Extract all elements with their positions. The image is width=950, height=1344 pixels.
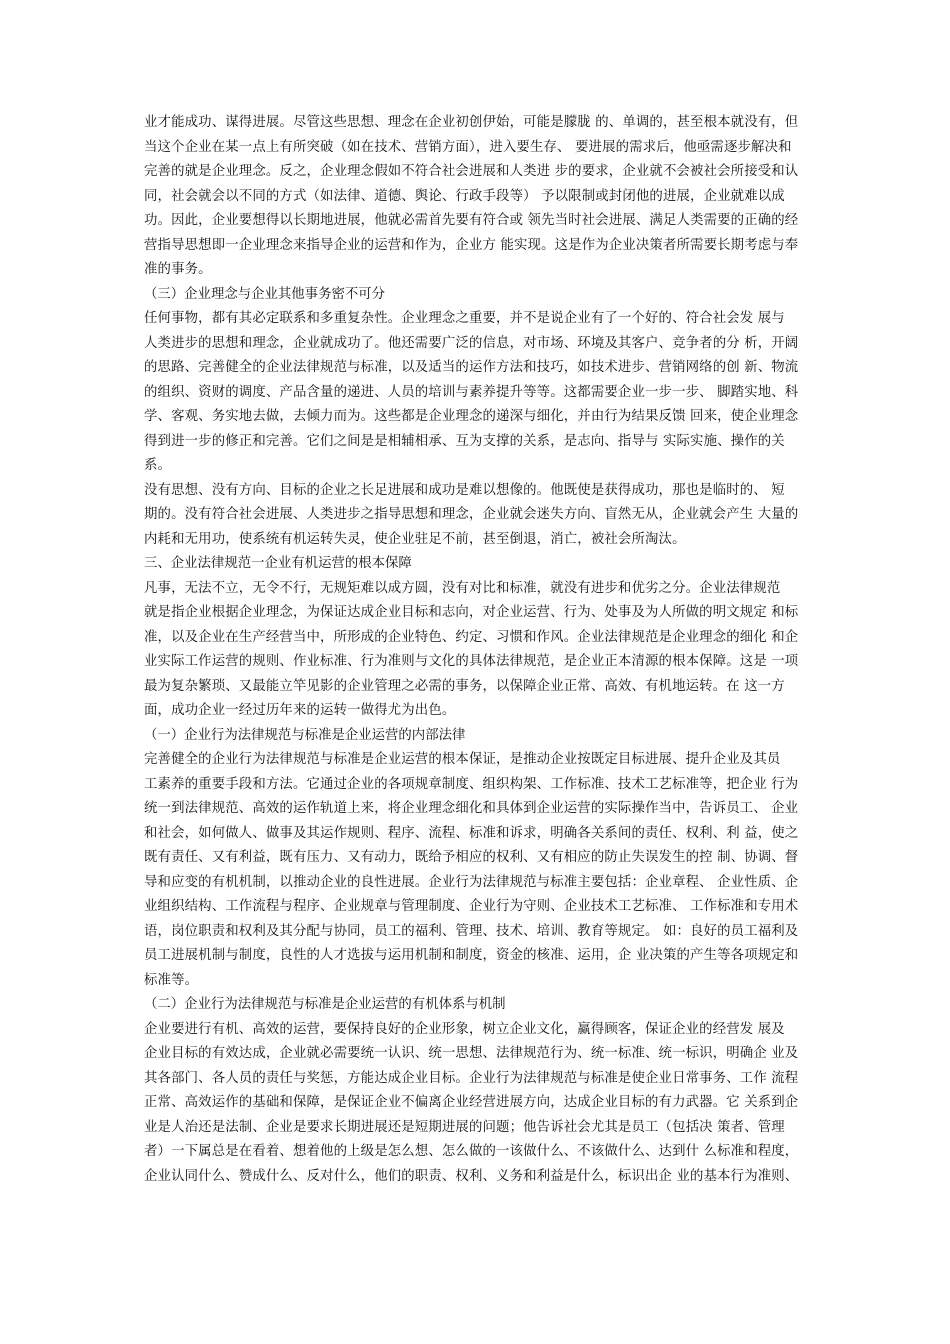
text-line: 正常、高效运作的基础和保障，是保证企业不偏离企业经营进展方向，达成企业目标的有力武器。它 关系到企 [144,1095,799,1110]
text-line: 准的事务。 [144,262,212,277]
text-line: 工素养的重要手段和方法。它通过企业的各项规章制度、组织构架、工作标准、技术工艺标准等，把企业 行为 [144,776,799,792]
text-line: 业实际工作运营的规则、作业标准、行为准则与文化的具体法律规范，是企业正本清源的根本保障。这是 一项 [144,654,799,669]
text-line: 标准等。 [144,972,199,988]
text-line: 业才能成功、谋得进展。尽管这些思想、理念在企业初创伊始，可能是朦胧 的、单调的，甚至根本就没有，但 [144,115,799,130]
text-line: 得到进一步的修正和完善。它们之间是是相辅相承、互为支撑的关系，是志向、指导与 实际实施、操作的关 [144,433,785,449]
section-heading: （一）企业行为法律规范与标准是企业运营的内部法律 [144,727,466,743]
text-line: 学、客观、务实地去做，去倾力而为。这些都是企业理念的递深与细化，并由行为结果反馈 回来，使企业理念 [144,409,799,424]
text-line: 和社会，如何做人、做事及其运作规则、程序、流程、标准和诉求，明确各关系间的责任、权利、利 益，使之 [144,825,799,841]
text-line: 企业认同什么、赞成什么、反对什么，他们的职责、权利、义务和利益是什么，标识出企 业的基本行为准则、 [144,1168,799,1184]
text-line: 期的。没有符合社会进展、人类进步之指导思想和理念，企业就会迷失方向、盲然无从，企业就会产生 大量的 [144,507,799,522]
section-heading: （二）企业行为法律规范与标准是企业运营的有机体系与机制 [144,997,506,1012]
text-line: 者）一下属总是在看着、想着他的上级是怎么想、怎么做的一该做什么、不该做什么、达到什 么标准和程度， [144,1144,799,1159]
text-line: 员工进展机制与制度，良性的人才选拔与运用机制和制度，资金的核准、运用，企 业决策的产生等各项规定和 [144,948,799,963]
text-line: 导和应变的有机机制，以推动企业的良性进展。企业行为法律规范与标准主要包括：企业章程、 企业性质、企 [144,874,799,890]
text-line: 统一到法律规范、高效的运作轨道上来，将企业理念细化和具体到企业运营的实际操作当中，告诉员工、 企业 [144,801,799,816]
text-line: 营指导思想即一企业理念来指导企业的运营和作为，企业方 能实现。这是作为企业决策者所需要长期考虑与奉 [144,237,799,253]
text-line: 的思路、完善健全的企业法律规范与标准，以及适当的运作方法和技巧，如技术进步、营销网络的创 新、物流 [144,360,799,375]
text-line: 面，成功企业一经过历年来的运转一做得尤为出色。 [144,703,456,718]
text-line: 其各部门、各人员的责任与奖惩，方能达成企业目标。企业行为法律规范与标准是使企业日常事务、工作 流程 [144,1070,799,1086]
text-line: 业是人治还是法制、企业是要求长期进展还是短期进展的问题；他告诉社会尤其是员工（包括决 策者、管理 [144,1119,785,1135]
text-line: 内耗和无用功，使系统有机运转失灵，使企业驻足不前，甚至倒退，消亡，被社会所淘汰。 [144,531,686,547]
text-line: 人类进步的思想和理念，企业就成功了。他还需要广泛的信息，对市场、环境及其客户、竞争者的分 析，开阔 [144,335,799,351]
text-line: 功。因此，企业要想得以长期地进展，他就必需首先要有符合或 领先当时社会进展、满足人类需要的正确的经 [144,213,799,228]
text-line: 同，社会就会以不同的方式（如法律、道德、舆论、行政手段等） 予以限制或封闭他的进展，企业就难以成 [144,188,785,204]
section-heading: 三、企业法律规范一企业有机运营的根本保障 [144,556,412,571]
text-line: 语，岗位职责和权利及其分配与协同，员工的福利、管理、技术、培训、教育等规定。 如：良好的员工福利及 [144,923,799,939]
text-line: 凡事，无法不立，无令不行，无规矩难以成方圆，没有对比和标准，就没有进步和优劣之分。企业法律规范 [144,580,781,596]
text-line: 完善健全的企业行为法律规范与标准是企业运营的根本保证，是推动企业按既定目标进展、提升企业及其员 [144,752,781,767]
section-heading: （三）企业理念与企业其他事务密不可分 [144,286,386,302]
text-line: 企业要进行有机、高效的运营，要保持良好的企业形象，树立企业文化，赢得顾客，保证企业的经营发 展及 [144,1021,785,1037]
text-line: 既有责任、又有利益，既有压力、又有动力，既给予相应的权利、又有相应的防止失误发生的控 制、协调、督 [144,850,799,865]
text-line: 没有思想、没有方向、目标的企业之长足进展和成功是难以想像的。他既使是获得成功，那也是临时的、 短 [144,482,785,498]
text-line: 当这个企业在某一点上有所突破（如在技术、营销方面），进入要生存、 要进展的需求后，他亟需逐步解决和 [144,139,792,155]
text-line: 的组织、资财的调度、产品含量的递进、人员的培训与素养提升等等。这都需要企业一步一步、 脚踏实地、科 [144,384,799,400]
text-line: 任何事物，都有其必定联系和多重复杂性。企业理念之重要，并不是说企业有了一个好的、符合社会发 展与 [144,311,785,326]
text-line: 企业目标的有效达成，企业就必需要统一认识、统一思想、法律规范行为、统一标准、统一标识，明确企 业及 [144,1046,799,1061]
text-line: 完善的就是企业理念。反之，企业理念假如不符合社会进展和人类进 步的要求，企业就不会被社会所接受和认 [144,164,799,179]
text-line: 准，以及企业在生产经营当中，所形成的企业特色、约定、习惯和作风。企业法律规范是企业理念的细化 和企 [144,629,799,645]
text-line: 业组织结构、工作流程与程序、企业规章与管理制度、企业行为守则、企业技术工艺标准、 工作标准和专用术 [144,899,799,914]
document-page [144,111,820,1189]
text-line: 就是指企业根据企业理念，为保证达成企业目标和志向，对企业运营、行为、处事及为人所做的明文规定 和标 [144,605,799,620]
text-line: 最为复杂繁琐、又最能立竿见影的企业管理之必需的事务，以保障企业正常、高效、有机地运转。在 这一方 [144,678,785,694]
text-line: 系。 [144,458,172,473]
